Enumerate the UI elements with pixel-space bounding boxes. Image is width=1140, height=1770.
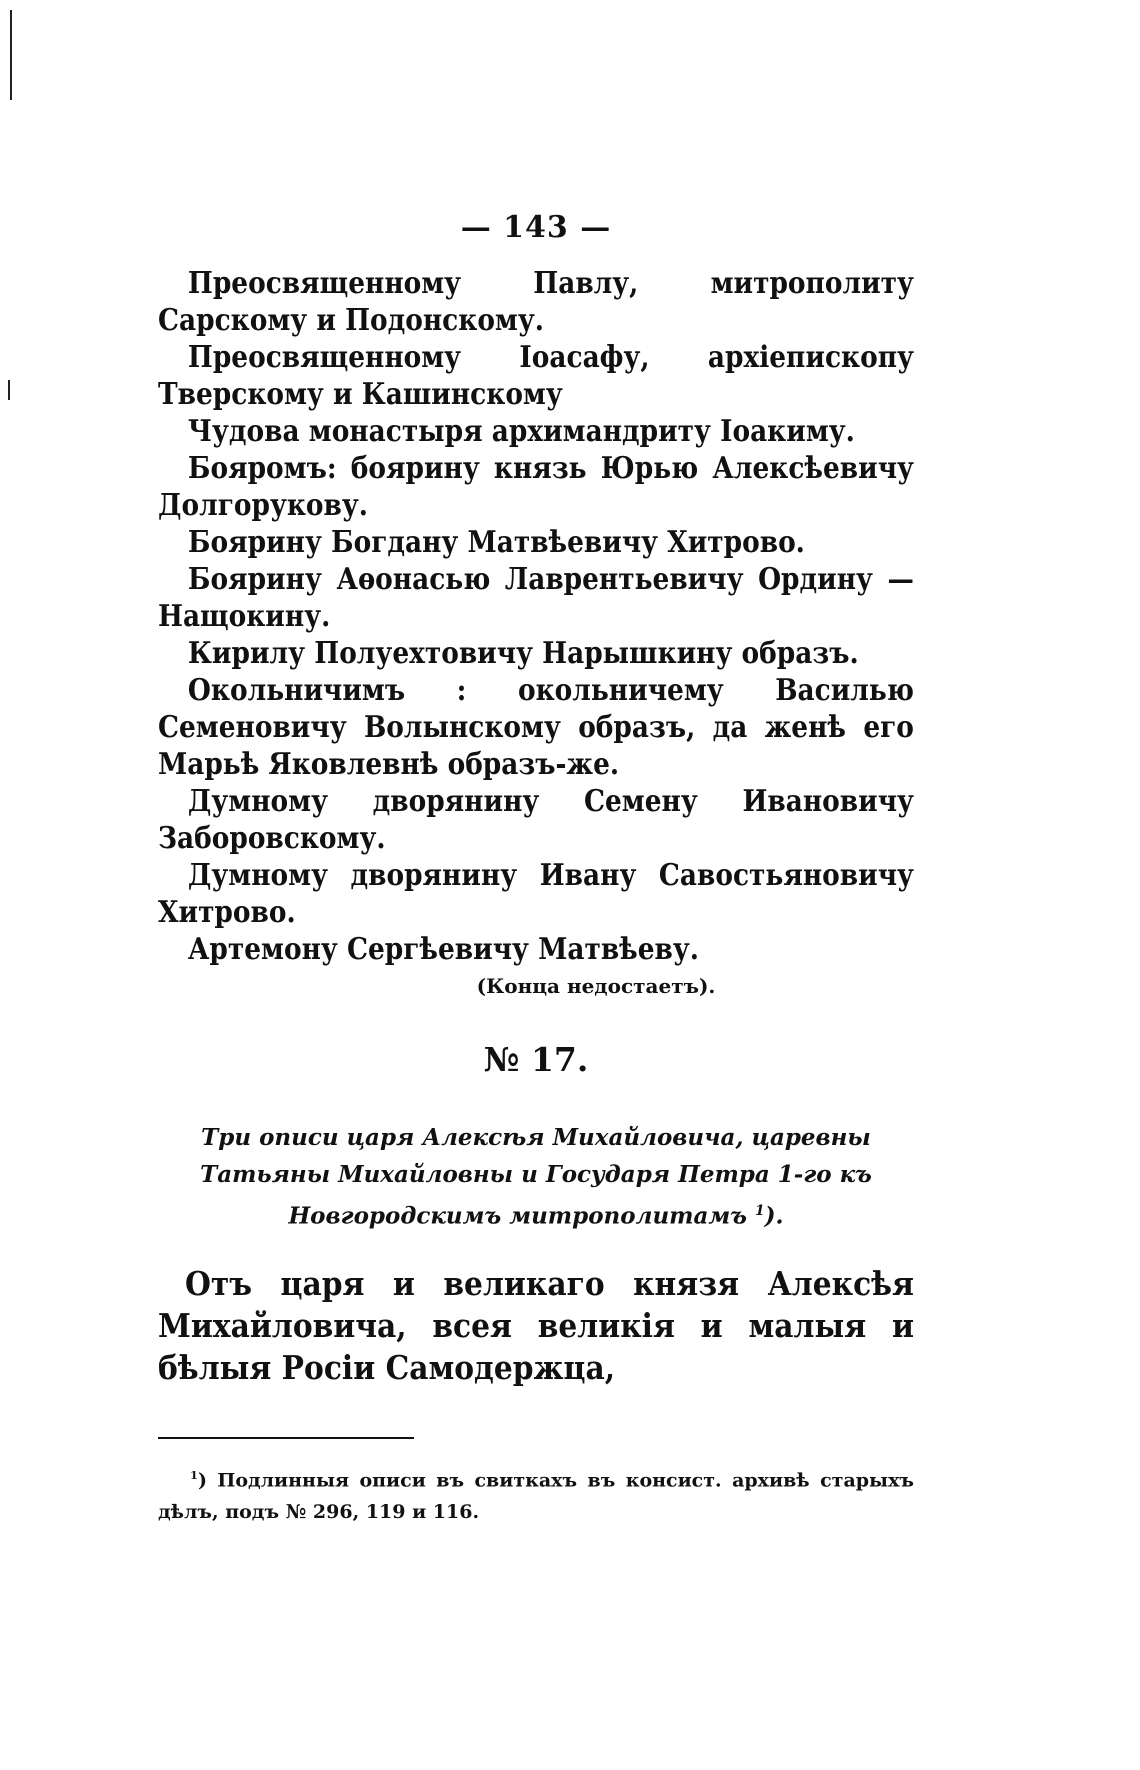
list-item: Думному дворянину Семену Ивановичу Заборовскому.	[158, 784, 914, 856]
footnote-mark: 1	[190, 1467, 198, 1482]
list-item: Кирилу Полуехтовичу Нарышкину образъ.	[187, 636, 859, 671]
page-number: — 143 —	[460, 210, 612, 245]
missing-ending-note: (Конца недостаетъ).	[476, 974, 716, 998]
list-item: Боярину Богдану Матвѣевичу Хитрово.	[187, 525, 805, 560]
scan-edge-mark	[8, 380, 10, 400]
scan-edge-mark	[10, 10, 12, 100]
document-heading	[158, 1119, 914, 1235]
document-heading-text: Три описи царя Алексѣя Михайловича, царевны Татьяны Михайловны и Государя Петра 1-го къ Новгородскимъ митрополитамъ	[200, 1124, 872, 1230]
recipient-list	[158, 265, 914, 968]
list-item: Боярину Аѳонасью Лаврентьевичу Ордину — Нащокину.	[158, 562, 914, 634]
document-heading-end: ).	[764, 1202, 784, 1230]
footnote-text: ) Подлинныя описи въ свиткахъ въ консист. архивѣ старыхъ дѣлъ, подъ № 296, 119 и 116.	[158, 1468, 914, 1523]
list-item: Чудова монастыря архимандриту Іоакиму.	[187, 414, 855, 449]
list-item: Артемону Сергѣевичу Матвѣеву.	[187, 932, 699, 967]
list-item: Бояромъ: боярину князь Юрью Алексѣевичу Долгорукову.	[158, 451, 914, 523]
book-page	[158, 210, 914, 1528]
list-item: Думному дворянину Ивану Савостьяновичу Хитрово.	[158, 858, 914, 930]
footnote-divider	[158, 1437, 414, 1439]
list-item: Окольничимъ : окольничему Василью Семеновичу Волынскому образъ, да женѣ его Марьѣ Яковлевнѣ образъ-же.	[158, 673, 914, 782]
document-body-text: Отъ царя и великаго князя Алексѣя Михайловича, всея великія и малыя и бѣлыя Росіи Самодержца,	[158, 1263, 914, 1387]
list-item: Преосвященному Павлу, митрополиту Сарскому и Подонскому.	[158, 266, 914, 338]
footnote-reference: 1	[755, 1203, 765, 1219]
list-item: Преосвященному Іоасафу, архіепископу Тверскому и Кашинскому	[158, 340, 914, 412]
document-number: № 17.	[483, 1040, 589, 1079]
footnote	[158, 1459, 914, 1528]
